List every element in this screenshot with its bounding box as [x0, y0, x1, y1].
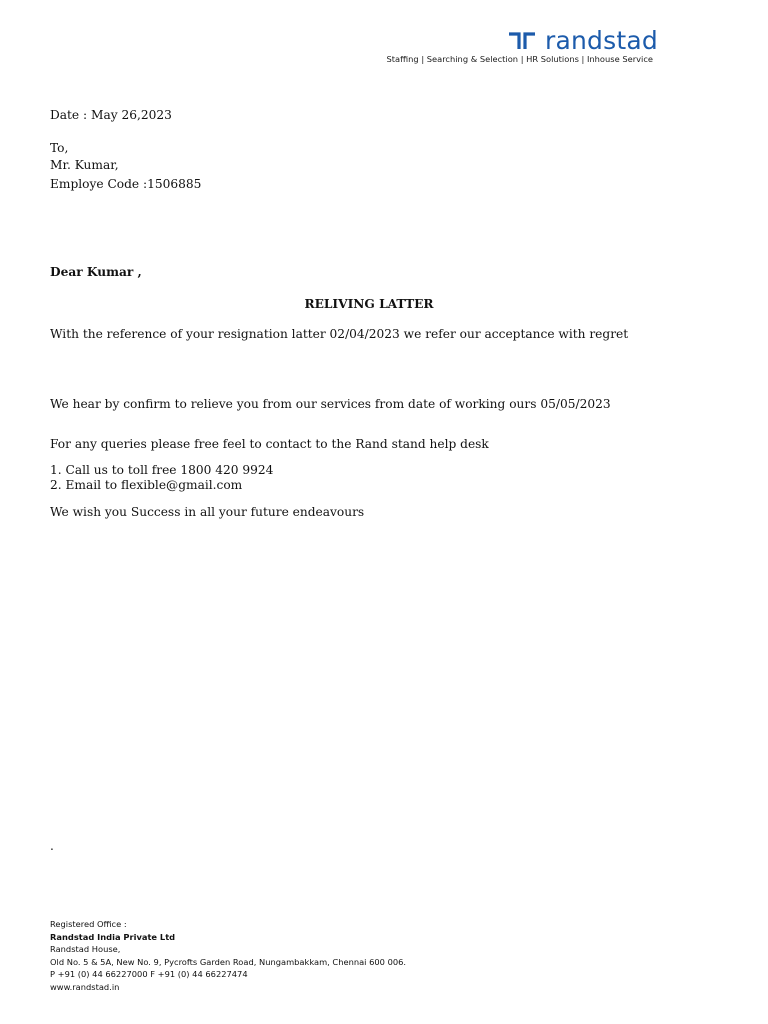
letter-date: Date : May 26,2023	[50, 108, 172, 122]
stray-dot: .	[50, 839, 54, 853]
paragraph-confirmation: We hear by confirm to relieve you from our services from date of working ours 05/05/2023	[50, 397, 611, 411]
recipient-name: Mr. Kumar,	[50, 158, 119, 172]
closing-line: We wish you Success in all your future endeavours	[50, 505, 365, 519]
paragraph-reference: With the reference of your resignation latter 02/04/2023 we refer our acceptance with regret	[50, 327, 629, 341]
letterhead-tagline: Staffing | Searching & Selection | HR Solutions | Inhouse Service	[386, 54, 653, 64]
footer-website: www.randstad.in	[50, 981, 120, 992]
contact-phone: 1. Call us to toll free 1800 420 9924	[50, 463, 274, 477]
paragraph-queries: For any queries please free feel to contact to the Rand stand help desk	[50, 437, 489, 451]
employee-code: Employe Code :1506885	[50, 177, 202, 191]
footer-label: Registered Office :	[50, 919, 127, 929]
salutation: Dear Kumar ,	[50, 265, 142, 279]
randstad-logo-icon	[507, 31, 537, 51]
footer-company: Randstad India Private Ltd	[50, 931, 176, 942]
brand-logo	[507, 27, 658, 55]
footer-phone: P +91 (0) 44 66227000 F +91 (0) 44 66227474	[50, 969, 248, 980]
brand-name: randstad	[545, 26, 658, 55]
footer-building: Randstad House,	[50, 944, 121, 955]
to-line: To,	[50, 141, 69, 155]
contact-email: 2. Email to flexible@gmail.com	[50, 478, 243, 492]
footer-address: Old No. 5 & 5A, New No. 9, Pycrofts Garden Road, Nungambakkam, Chennai 600 006.	[50, 956, 407, 967]
registered-office-footer	[50, 918, 406, 994]
letter-subject: RELIVING LATTER	[304, 297, 434, 311]
letterhead	[0, 0, 768, 80]
